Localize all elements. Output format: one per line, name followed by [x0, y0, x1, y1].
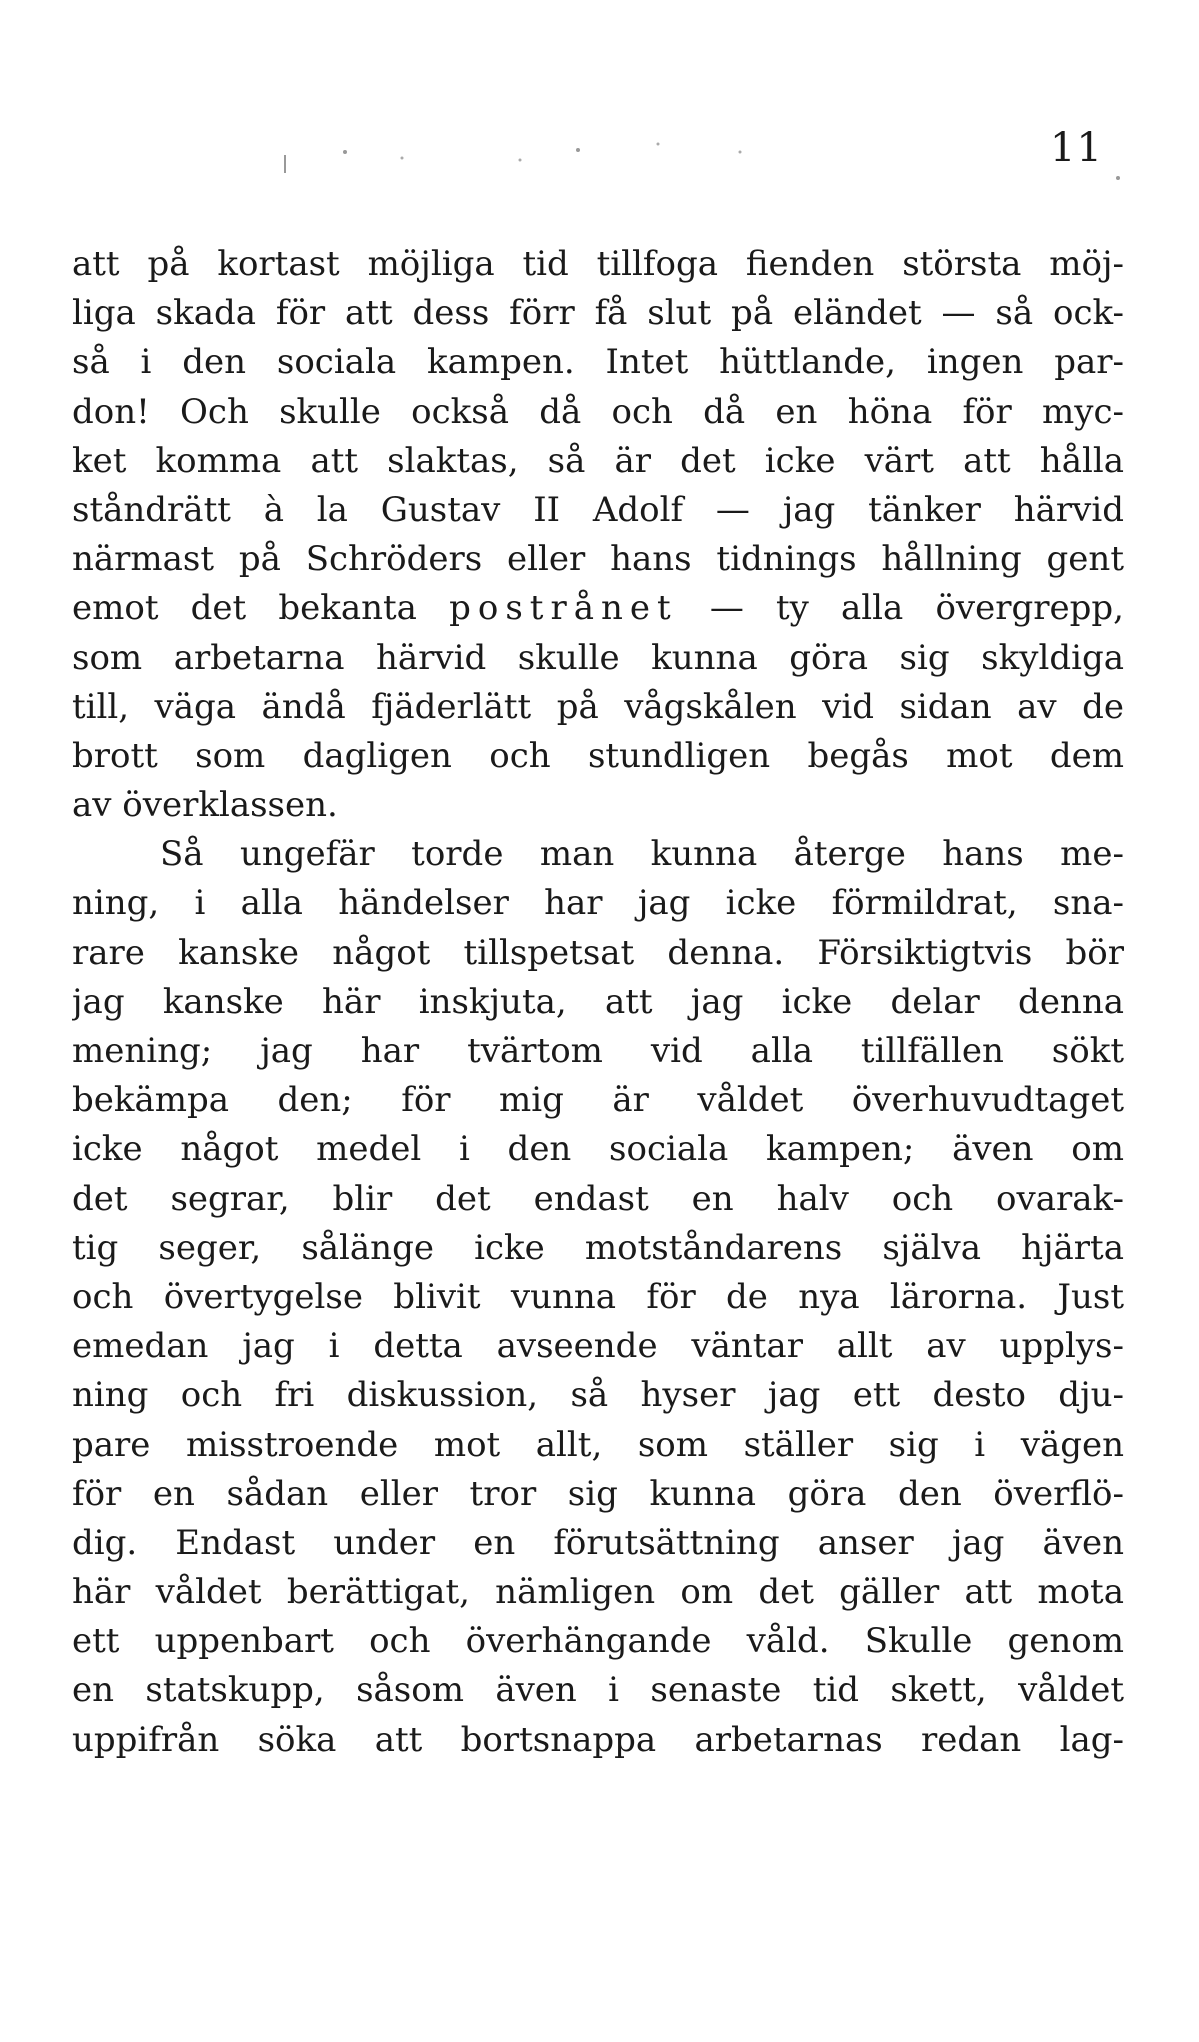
- text-line: bekämpa den; för mig är våldet överhuvudtaget: [72, 1080, 1124, 1121]
- text-line: en statskupp, såsom även i senaste tid skett, våldet: [72, 1670, 1124, 1711]
- text-line: till, väga ändå fjäderlätt på vågskålen vid sidan av de: [72, 686, 1124, 727]
- text-segment: — ty alla övergrepp,: [677, 588, 1124, 629]
- text-line: här våldet berättigat, nämligen om det gäller att mota: [72, 1572, 1124, 1613]
- print-specks: [0, 0, 1199, 200]
- text-line: rare kanske något tillspetsat denna. Försiktigtvis bör: [72, 932, 1124, 973]
- text-line: för en sådan eller tror sig kunna göra den överflö-: [72, 1473, 1124, 1514]
- text-line: ning, i alla händelser har jag icke förmildrat, sna-: [72, 883, 1124, 924]
- text-segment: emot det bekanta: [72, 588, 450, 629]
- text-line: närmast på Schröders eller hans tidnings hållning gent: [72, 539, 1124, 580]
- text-line: ning och fri diskussion, så hyser jag ett desto dju-: [72, 1375, 1124, 1416]
- emphasized-word: postrånet: [449, 588, 678, 629]
- page-number: 11: [1050, 125, 1103, 171]
- text-line: Så ungefär torde man kunna återge hans me-: [160, 834, 1124, 875]
- text-line: dig. Endast under en förutsättning anser jag även: [72, 1522, 1124, 1563]
- text-line: [72, 584, 1124, 633]
- text-line: att på kortast möjliga tid tillfoga fienden största möj-: [72, 244, 1124, 284]
- text-line: tig seger, sålänge icke motståndarens själva hjärta: [72, 1227, 1124, 1268]
- text-line: liga skada för att dess förr få slut på eländet — så ock-: [72, 293, 1124, 334]
- paragraph-1: [72, 240, 1124, 830]
- paragraph-2: [72, 830, 1124, 1765]
- text-line: och övertygelse blivit vunna för de nya lärorna. Just: [72, 1276, 1124, 1317]
- text-line: av överklassen.: [72, 785, 338, 826]
- text-line: det segrar, blir det endast en halv och ovarak-: [72, 1178, 1124, 1219]
- text-line: don! Och skulle också då och då en höna för myc-: [72, 391, 1124, 432]
- text-line: emedan jag i detta avseende väntar allt av upplys-: [72, 1326, 1124, 1367]
- text-line: mening; jag har tvärtom vid alla tillfällen sökt: [72, 1031, 1124, 1071]
- text-line: jag kanske här inskjuta, att jag icke delar denna: [72, 981, 1124, 1022]
- text-line: ståndrätt à la Gustav II Adolf — jag tänker härvid: [72, 489, 1124, 530]
- text-line: icke något medel i den sociala kampen; även om: [72, 1129, 1124, 1170]
- text-line: som arbetarna härvid skulle kunna göra sig skyldiga: [72, 637, 1124, 678]
- text-line: ket komma att slaktas, så är det icke värt att hålla: [72, 440, 1124, 481]
- text-line: så i den sociala kampen. Intet hüttlande, ingen par-: [72, 342, 1124, 383]
- text-line: ett uppenbart och överhängande våld. Skulle genom: [72, 1621, 1124, 1662]
- body-text: [72, 240, 1124, 1765]
- text-line: uppifrån söka att bortsnappa arbetarnas redan lag-: [72, 1719, 1124, 1760]
- text-line: pare misstroende mot allt, som ställer sig i vägen: [72, 1424, 1124, 1465]
- text-line: brott som dagligen och stundligen begås mot dem: [72, 735, 1124, 776]
